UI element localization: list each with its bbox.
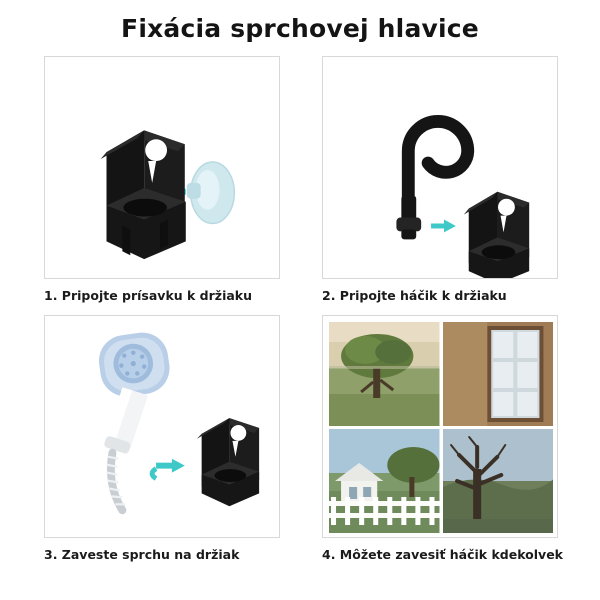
step-2-caption: 2. Pripojte háčik k držiaku bbox=[322, 288, 507, 303]
step-1 bbox=[44, 56, 282, 315]
step-1-illustration bbox=[45, 57, 279, 278]
step-3-caption: 3. Zaveste sprchu na držiak bbox=[44, 547, 240, 562]
step-2 bbox=[322, 56, 560, 315]
photo-house-fence bbox=[329, 429, 440, 533]
shower-holder-black bbox=[101, 130, 186, 259]
step-4 bbox=[322, 315, 563, 574]
photo-collage bbox=[329, 322, 553, 533]
page-title: Fixácia sprchovej hlavice bbox=[121, 14, 479, 43]
step-2-illustration bbox=[323, 57, 557, 278]
step-4-panel bbox=[322, 315, 558, 538]
steps-grid bbox=[44, 56, 563, 574]
photo-tree-field bbox=[329, 322, 440, 426]
step-2-panel bbox=[322, 56, 558, 279]
step-3-illustration bbox=[45, 316, 279, 537]
suction-cup-icon bbox=[187, 162, 235, 223]
shower-head-icon bbox=[96, 329, 173, 510]
photo-window-wall bbox=[443, 322, 554, 426]
direction-arrow-icon bbox=[152, 459, 185, 479]
direction-arrow-icon bbox=[431, 220, 456, 233]
steps-row-2 bbox=[44, 315, 563, 574]
step-3 bbox=[44, 315, 282, 574]
step-1-caption: 1. Pripojte prísavku k držiaku bbox=[44, 288, 253, 303]
shower-holder-black bbox=[197, 418, 259, 506]
step-1-panel bbox=[44, 56, 280, 279]
step-4-caption: 4. Môžete zavesiť háčik kdekolvek bbox=[322, 547, 563, 562]
hook-stem bbox=[396, 196, 421, 240]
shower-holder-black bbox=[464, 192, 529, 278]
steps-row-1 bbox=[44, 56, 560, 315]
step-3-panel bbox=[44, 315, 280, 538]
hook-icon bbox=[408, 121, 467, 205]
photo-bare-tree-hill bbox=[443, 429, 554, 533]
